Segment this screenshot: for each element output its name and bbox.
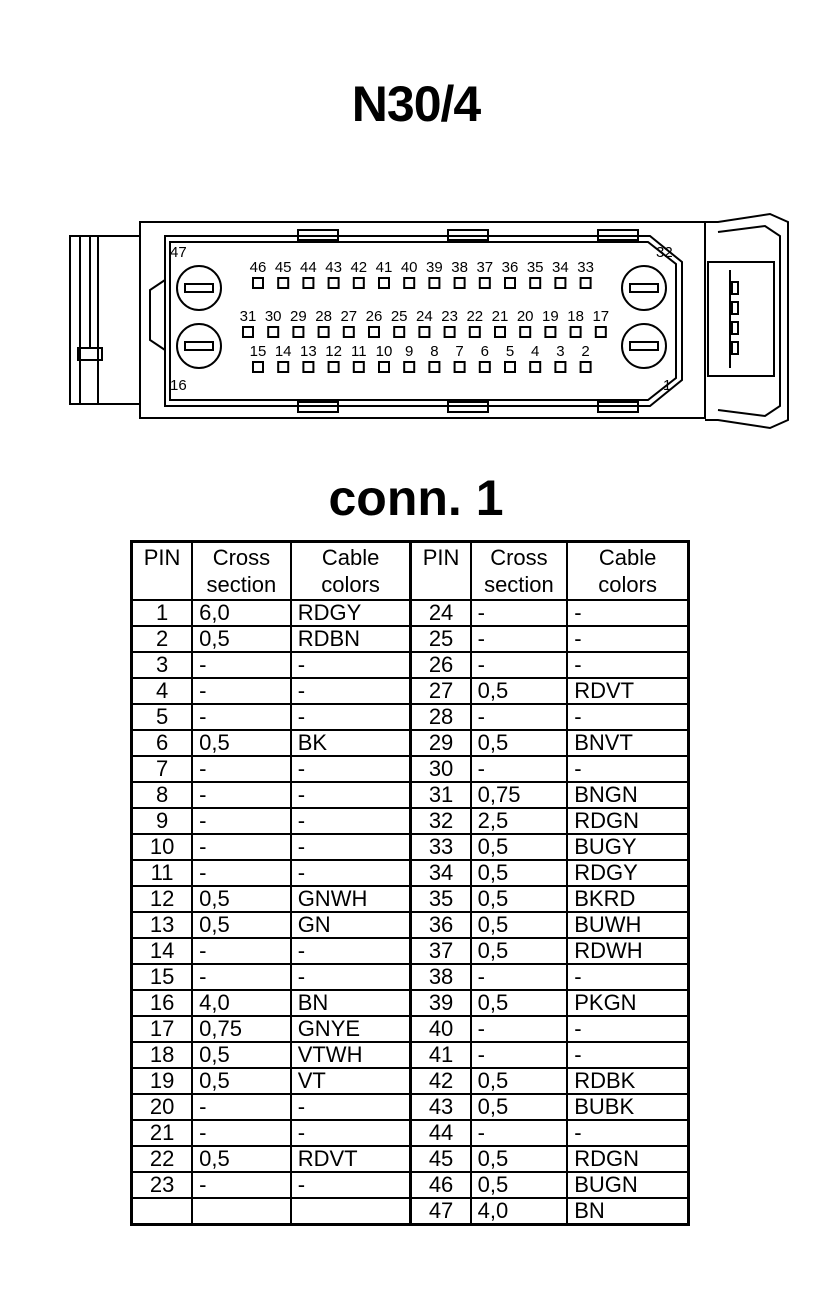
cross-section-cell: 0,5 <box>471 1172 568 1198</box>
pin-cell: 19 <box>132 1068 193 1094</box>
cable-color-cell: GN <box>291 912 411 938</box>
table-row <box>132 1068 689 1094</box>
pin-cell: 36 <box>411 912 471 938</box>
table-row <box>132 1120 689 1146</box>
cross-section-cell: 0,5 <box>192 1068 291 1094</box>
table-row <box>132 834 689 860</box>
cable-color-cell: - <box>567 704 688 730</box>
cross-section-cell <box>192 1198 291 1225</box>
corner-label-16: 16 <box>170 377 187 394</box>
pin-contact <box>319 327 329 337</box>
cable-color-cell: - <box>567 756 688 782</box>
pin-cell: 17 <box>132 1016 193 1042</box>
corner-label-47: 47 <box>170 244 187 261</box>
table-row <box>132 1146 689 1172</box>
pin-cell: 28 <box>411 704 471 730</box>
pin-contact <box>455 278 465 288</box>
cable-color-cell: - <box>567 1016 688 1042</box>
pin-label: 22 <box>466 308 484 325</box>
pin-cell: 41 <box>411 1042 471 1068</box>
pin-contact <box>520 327 530 337</box>
cable-color-cell: - <box>291 1172 411 1198</box>
pin-label: 14 <box>274 343 292 360</box>
pin-label: 29 <box>290 308 307 325</box>
pin-contact <box>480 278 490 288</box>
cable-color-cell: - <box>291 782 411 808</box>
cross-section-cell: - <box>471 964 568 990</box>
cable-color-cell: - <box>291 1120 411 1146</box>
pin-contact <box>530 278 540 288</box>
pin-label: 17 <box>592 308 610 325</box>
pin-contact <box>278 362 288 372</box>
table-row <box>132 912 689 938</box>
pin-cell: 35 <box>411 886 471 912</box>
cable-color-cell: RDVT <box>567 678 688 704</box>
pin-contact <box>329 362 339 372</box>
cable-color-cell: - <box>291 756 411 782</box>
cross-section-cell: - <box>192 808 291 834</box>
pin-label: 12 <box>325 343 342 360</box>
cross-section-cell: - <box>192 678 291 704</box>
cross-section-cell: 0,5 <box>192 730 291 756</box>
pin-cell: 47 <box>411 1198 471 1225</box>
pin-contact <box>555 362 565 372</box>
pin-label: 36 <box>501 259 519 276</box>
pin-label: 4 <box>531 343 540 360</box>
header-cross-section: Cross section <box>192 542 291 601</box>
connector-label: conn. 1 <box>328 470 504 526</box>
cross-section-cell: - <box>471 1042 568 1068</box>
pin-contact <box>243 327 253 337</box>
pin-contact <box>379 362 389 372</box>
cross-section-cell: 4,0 <box>471 1198 568 1225</box>
pin-cell: 27 <box>411 678 471 704</box>
pin-cell: 14 <box>132 938 193 964</box>
pin-cell: 38 <box>411 964 471 990</box>
pin-cell: 45 <box>411 1146 471 1172</box>
pin-contact <box>581 278 591 288</box>
pin-label: 10 <box>375 343 393 360</box>
pin-cell: 12 <box>132 886 193 912</box>
cross-section-cell: - <box>192 860 291 886</box>
cable-color-cell: BUGY <box>567 834 688 860</box>
cross-section-cell: 0,5 <box>471 912 568 938</box>
table-row <box>132 730 689 756</box>
pin-cell: 30 <box>411 756 471 782</box>
table-row <box>132 652 689 678</box>
table-header-row <box>132 542 689 601</box>
pin-cell: 25 <box>411 626 471 652</box>
cross-section-cell: 0,5 <box>471 834 568 860</box>
cross-section-cell: - <box>192 782 291 808</box>
pin-cell: 37 <box>411 938 471 964</box>
pin-contact <box>344 327 354 337</box>
pin-label: 5 <box>505 343 515 360</box>
cross-section-cell: - <box>471 1120 568 1146</box>
pin-label: 20 <box>516 308 534 325</box>
pin-label: 8 <box>430 343 439 360</box>
cable-color-cell: - <box>291 938 411 964</box>
pin-label: 23 <box>441 308 458 325</box>
cable-color-cell: RDBK <box>567 1068 688 1094</box>
cable-color-cell: - <box>567 1042 688 1068</box>
cable-color-cell: RDVT <box>291 1146 411 1172</box>
cross-section-cell: - <box>192 1094 291 1120</box>
pin-cell: 22 <box>132 1146 193 1172</box>
cable-color-cell: - <box>291 834 411 860</box>
pin-label: 28 <box>315 308 332 325</box>
table-row <box>132 808 689 834</box>
pin-label: 38 <box>451 259 468 276</box>
cross-section-cell: 0,5 <box>471 1068 568 1094</box>
header-cable-colors: Cable colors <box>291 542 411 601</box>
cross-section-cell: 0,5 <box>471 678 568 704</box>
pin-label: 35 <box>526 259 544 276</box>
table-row <box>132 600 689 626</box>
pin-cell: 31 <box>411 782 471 808</box>
pin-cell: 15 <box>132 964 193 990</box>
cable-color-cell: - <box>567 1120 688 1146</box>
pin-label: 45 <box>274 259 292 276</box>
pin-label: 41 <box>375 259 393 276</box>
cable-color-cell: BKRD <box>567 886 688 912</box>
pin-contact <box>545 327 555 337</box>
pin-cell: 3 <box>132 652 193 678</box>
pin-cell: 9 <box>132 808 193 834</box>
pin-label: 25 <box>390 308 408 325</box>
cable-color-cell: - <box>567 600 688 626</box>
pin-cell: 44 <box>411 1120 471 1146</box>
pin-contact <box>379 278 389 288</box>
cable-color-cell <box>291 1198 411 1225</box>
pin-label: 6 <box>480 343 489 360</box>
pin-cell: 1 <box>132 600 193 626</box>
table-row <box>132 1094 689 1120</box>
pin-rows <box>240 259 609 372</box>
cross-section-cell: 0,5 <box>471 990 568 1016</box>
pin-contact <box>495 327 505 337</box>
cross-section-cell: - <box>192 834 291 860</box>
pin-label: 31 <box>239 308 257 325</box>
table-row <box>132 1198 689 1225</box>
cross-section-cell: 0,75 <box>192 1016 291 1042</box>
cross-section-cell: - <box>471 626 568 652</box>
pin-contact <box>470 327 480 337</box>
pin-cell: 2 <box>132 626 193 652</box>
pin-contact <box>480 362 490 372</box>
pin-contact <box>505 362 515 372</box>
pin-contact <box>429 278 439 288</box>
pin-cell: 10 <box>132 834 193 860</box>
cross-section-cell: 0,75 <box>471 782 568 808</box>
cable-color-cell: BN <box>291 990 411 1016</box>
pin-contact <box>429 362 439 372</box>
pin-cell: 16 <box>132 990 193 1016</box>
pin-cell: 8 <box>132 782 193 808</box>
pin-cell: 5 <box>132 704 193 730</box>
pin-contact <box>394 327 404 337</box>
cable-color-cell: BN <box>567 1198 688 1225</box>
pin-contact <box>354 278 364 288</box>
table-row <box>132 756 689 782</box>
cable-color-cell: - <box>567 964 688 990</box>
cable-color-cell: BUWH <box>567 912 688 938</box>
connector-diagram <box>0 0 832 440</box>
pin-label: 43 <box>325 259 342 276</box>
pin-contact <box>581 362 591 372</box>
pin-contact <box>530 362 540 372</box>
pin-cell: 39 <box>411 990 471 1016</box>
cable-color-cell: - <box>291 704 411 730</box>
cable-color-cell: GNWH <box>291 886 411 912</box>
cross-section-cell: 0,5 <box>192 1146 291 1172</box>
pin-contact <box>293 327 303 337</box>
pin-table-body <box>132 600 689 1225</box>
pin-cell <box>132 1198 193 1225</box>
cross-section-cell: 0,5 <box>192 626 291 652</box>
cable-color-cell: - <box>567 626 688 652</box>
header-cross-section: Cross section <box>471 542 568 601</box>
pin-cell: 13 <box>132 912 193 938</box>
cable-color-cell: PKGN <box>567 990 688 1016</box>
pin-label: 39 <box>426 259 443 276</box>
pin-label: 44 <box>300 259 317 276</box>
pin-label: 46 <box>249 259 267 276</box>
pin-contact <box>303 362 313 372</box>
pin-cell: 6 <box>132 730 193 756</box>
cross-section-cell: 0,5 <box>471 860 568 886</box>
pin-contact <box>455 362 465 372</box>
pin-contact <box>596 327 606 337</box>
cable-color-cell: BUBK <box>567 1094 688 1120</box>
cross-section-cell: - <box>192 938 291 964</box>
table-row <box>132 860 689 886</box>
cross-section-cell: 0,5 <box>471 730 568 756</box>
pin-cell: 23 <box>132 1172 193 1198</box>
pin-label: 27 <box>340 308 358 325</box>
table-row <box>132 782 689 808</box>
pin-cell: 18 <box>132 1042 193 1068</box>
pin-label: 11 <box>351 343 367 360</box>
table-row <box>132 1016 689 1042</box>
cable-color-cell: VTWH <box>291 1042 411 1068</box>
page-title: N30/4 <box>351 76 481 132</box>
cable-color-cell: - <box>291 964 411 990</box>
header-pin: PIN <box>132 542 193 601</box>
cable-color-cell: RDGY <box>291 600 411 626</box>
header-cable-colors: Cable colors <box>567 542 688 601</box>
cross-section-cell: - <box>192 1120 291 1146</box>
pin-label: 37 <box>476 259 494 276</box>
cross-section-cell: 0,5 <box>192 1042 291 1068</box>
pin-cell: 29 <box>411 730 471 756</box>
pin-label: 13 <box>300 343 317 360</box>
table-row <box>132 938 689 964</box>
pin-contact <box>555 278 565 288</box>
pin-table <box>130 540 690 1226</box>
cable-color-cell: - <box>291 860 411 886</box>
pin-cell: 7 <box>132 756 193 782</box>
pin-cell: 40 <box>411 1016 471 1042</box>
pin-cell: 21 <box>132 1120 193 1146</box>
corner-label-32: 32 <box>656 244 673 261</box>
pin-contact <box>329 278 339 288</box>
cable-color-cell: BUGN <box>567 1172 688 1198</box>
pin-label: 42 <box>350 259 368 276</box>
pin-label: 34 <box>552 259 569 276</box>
pin-contact <box>404 362 414 372</box>
pin-label: 18 <box>567 308 584 325</box>
table-row <box>132 1042 689 1068</box>
corner-label-1: 1 <box>663 377 672 394</box>
table-row <box>132 678 689 704</box>
pin-label: 30 <box>264 308 282 325</box>
pin-cell: 34 <box>411 860 471 886</box>
cable-color-cell: RDGN <box>567 808 688 834</box>
cable-color-cell: BK <box>291 730 411 756</box>
pin-contact <box>571 327 581 337</box>
pin-contact <box>253 278 263 288</box>
cable-color-cell: RDWH <box>567 938 688 964</box>
cross-section-cell: 6,0 <box>192 600 291 626</box>
cable-color-cell: - <box>291 808 411 834</box>
table-row <box>132 1172 689 1198</box>
cross-section-cell: 0,5 <box>192 886 291 912</box>
pin-contact <box>354 362 364 372</box>
pin-cell: 32 <box>411 808 471 834</box>
pin-contact <box>303 278 313 288</box>
cross-section-cell: 4,0 <box>192 990 291 1016</box>
cross-section-cell: 0,5 <box>192 912 291 938</box>
table-row <box>132 964 689 990</box>
cross-section-cell: - <box>192 756 291 782</box>
table-row <box>132 886 689 912</box>
cable-color-cell: VT <box>291 1068 411 1094</box>
cross-section-cell: - <box>471 1016 568 1042</box>
cross-section-cell: 0,5 <box>471 938 568 964</box>
pin-contact <box>253 362 263 372</box>
pin-cell: 43 <box>411 1094 471 1120</box>
cross-section-cell: - <box>192 652 291 678</box>
cable-color-cell: - <box>567 652 688 678</box>
pin-label: 33 <box>577 259 594 276</box>
cross-section-cell: 0,5 <box>471 886 568 912</box>
cable-color-cell: RDGN <box>567 1146 688 1172</box>
pin-cell: 11 <box>132 860 193 886</box>
pin-label: 21 <box>491 308 509 325</box>
cable-color-cell: BNVT <box>567 730 688 756</box>
pin-contact <box>419 327 429 337</box>
header-pin: PIN <box>411 542 471 601</box>
pin-cell: 33 <box>411 834 471 860</box>
cross-section-cell: - <box>471 756 568 782</box>
cross-section-cell: 0,5 <box>471 1146 568 1172</box>
pin-contact <box>278 278 288 288</box>
pin-contact <box>445 327 455 337</box>
pin-contact <box>505 278 515 288</box>
table-row <box>132 990 689 1016</box>
pin-label: 19 <box>542 308 559 325</box>
table-row <box>132 704 689 730</box>
pin-contact <box>268 327 278 337</box>
cross-section-cell: - <box>192 964 291 990</box>
cross-section-cell: 2,5 <box>471 808 568 834</box>
cable-color-cell: RDBN <box>291 626 411 652</box>
pin-label: 24 <box>416 308 433 325</box>
cable-color-cell: - <box>291 1094 411 1120</box>
pin-cell: 46 <box>411 1172 471 1198</box>
cross-section-cell: 0,5 <box>471 1094 568 1120</box>
cable-color-cell: - <box>291 678 411 704</box>
pin-label: 9 <box>405 343 414 360</box>
pin-label: 7 <box>455 343 464 360</box>
cross-section-cell: - <box>192 1172 291 1198</box>
cable-color-cell: BNGN <box>567 782 688 808</box>
pin-cell: 20 <box>132 1094 193 1120</box>
pin-cell: 4 <box>132 678 193 704</box>
pin-contact <box>404 278 414 288</box>
table-row <box>132 626 689 652</box>
cable-color-cell: GNYE <box>291 1016 411 1042</box>
cross-section-cell: - <box>471 704 568 730</box>
pin-label: 15 <box>249 343 267 360</box>
pin-label: 3 <box>556 343 565 360</box>
cross-section-cell: - <box>471 652 568 678</box>
pin-cell: 26 <box>411 652 471 678</box>
cable-color-cell: - <box>291 652 411 678</box>
pin-label: 2 <box>581 343 590 360</box>
pin-label: 26 <box>365 308 383 325</box>
cross-section-cell: - <box>471 600 568 626</box>
pin-cell: 42 <box>411 1068 471 1094</box>
cross-section-cell: - <box>192 704 291 730</box>
pin-cell: 24 <box>411 600 471 626</box>
pin-label: 40 <box>400 259 418 276</box>
pin-contact <box>369 327 379 337</box>
cable-color-cell: RDGY <box>567 860 688 886</box>
